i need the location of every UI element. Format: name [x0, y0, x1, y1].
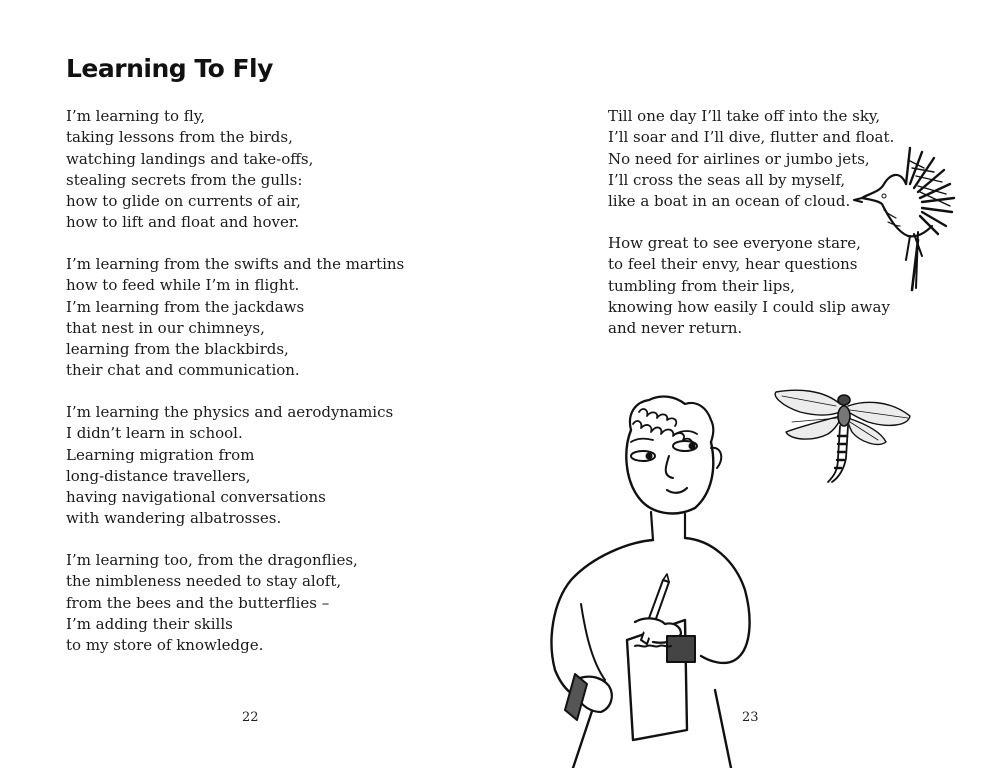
poem-line: How great to see everyone stare,: [608, 234, 861, 252]
dragonfly-icon: [768, 386, 918, 486]
poem-line: I’ll cross the seas all by myself,: [608, 170, 846, 189]
poem-line: watching landings and take-offs,: [66, 149, 314, 168]
poem-title: Learning To Fly: [66, 54, 273, 83]
poem-line: having navigational conversations: [66, 488, 326, 507]
poem-line: with wandering albatrosses.: [66, 509, 282, 528]
poem-line: to my store of knowledge.: [66, 636, 264, 655]
poem-line: knowing how easily I could slip away: [608, 297, 890, 316]
poem-line: taking lessons from the birds,: [66, 128, 293, 147]
poem-line: I’m learning too, from the dragonflies,: [66, 551, 358, 569]
poem-line: I’m learning from the swifts and the martins: [66, 255, 405, 273]
poem-line: I’m learning the physics and aerodynamics: [66, 403, 394, 421]
poem-line: how to feed while I’m in flight.: [66, 276, 300, 295]
stanza-4: [66, 550, 358, 656]
boy-icon: [535, 390, 765, 768]
poem-line: how to lift and float and hover.: [66, 213, 300, 232]
poem-line: tumbling from their lips,: [608, 276, 795, 295]
poem-line: from the bees and the butterflies –: [66, 593, 330, 612]
stanza-1: [66, 106, 313, 234]
page-number-left: 22: [242, 710, 259, 725]
stanza-3: [66, 402, 393, 530]
stanza-6: [608, 233, 890, 339]
poem-line: stealing secrets from the gulls:: [66, 170, 303, 189]
poem-line: like a boat in an ocean of cloud.: [608, 192, 851, 211]
poem-line: their chat and communication.: [66, 361, 300, 380]
poem-line: I didn’t learn in school.: [66, 424, 243, 443]
poem-line: to feel their envy, hear questions: [608, 255, 858, 274]
poem-line: I’ll soar and I’ll dive, flutter and float.: [608, 128, 895, 147]
poem-line: I’m learning to fly,: [66, 107, 206, 125]
poem-line: the nimbleness needed to stay aloft,: [66, 572, 342, 591]
poem-line: long-distance travellers,: [66, 466, 251, 485]
poem-line: No need for airlines or jumbo jets,: [608, 149, 870, 168]
stanza-2: [66, 254, 404, 382]
bird-icon: [850, 140, 970, 300]
poem-line: and never return.: [608, 319, 743, 338]
poem-line: I’m adding their skills: [66, 614, 233, 633]
poem-line: Till one day I’ll take off into the sky,: [608, 107, 881, 125]
poem-line: I’m learning from the jackdaws: [66, 297, 305, 316]
page-number-right: 23: [742, 710, 759, 725]
poem-line: learning from the blackbirds,: [66, 340, 289, 359]
poem-line: that nest in our chimneys,: [66, 318, 265, 337]
poem-line: how to glide on currents of air,: [66, 192, 301, 211]
poem-line: Learning migration from: [66, 445, 255, 464]
